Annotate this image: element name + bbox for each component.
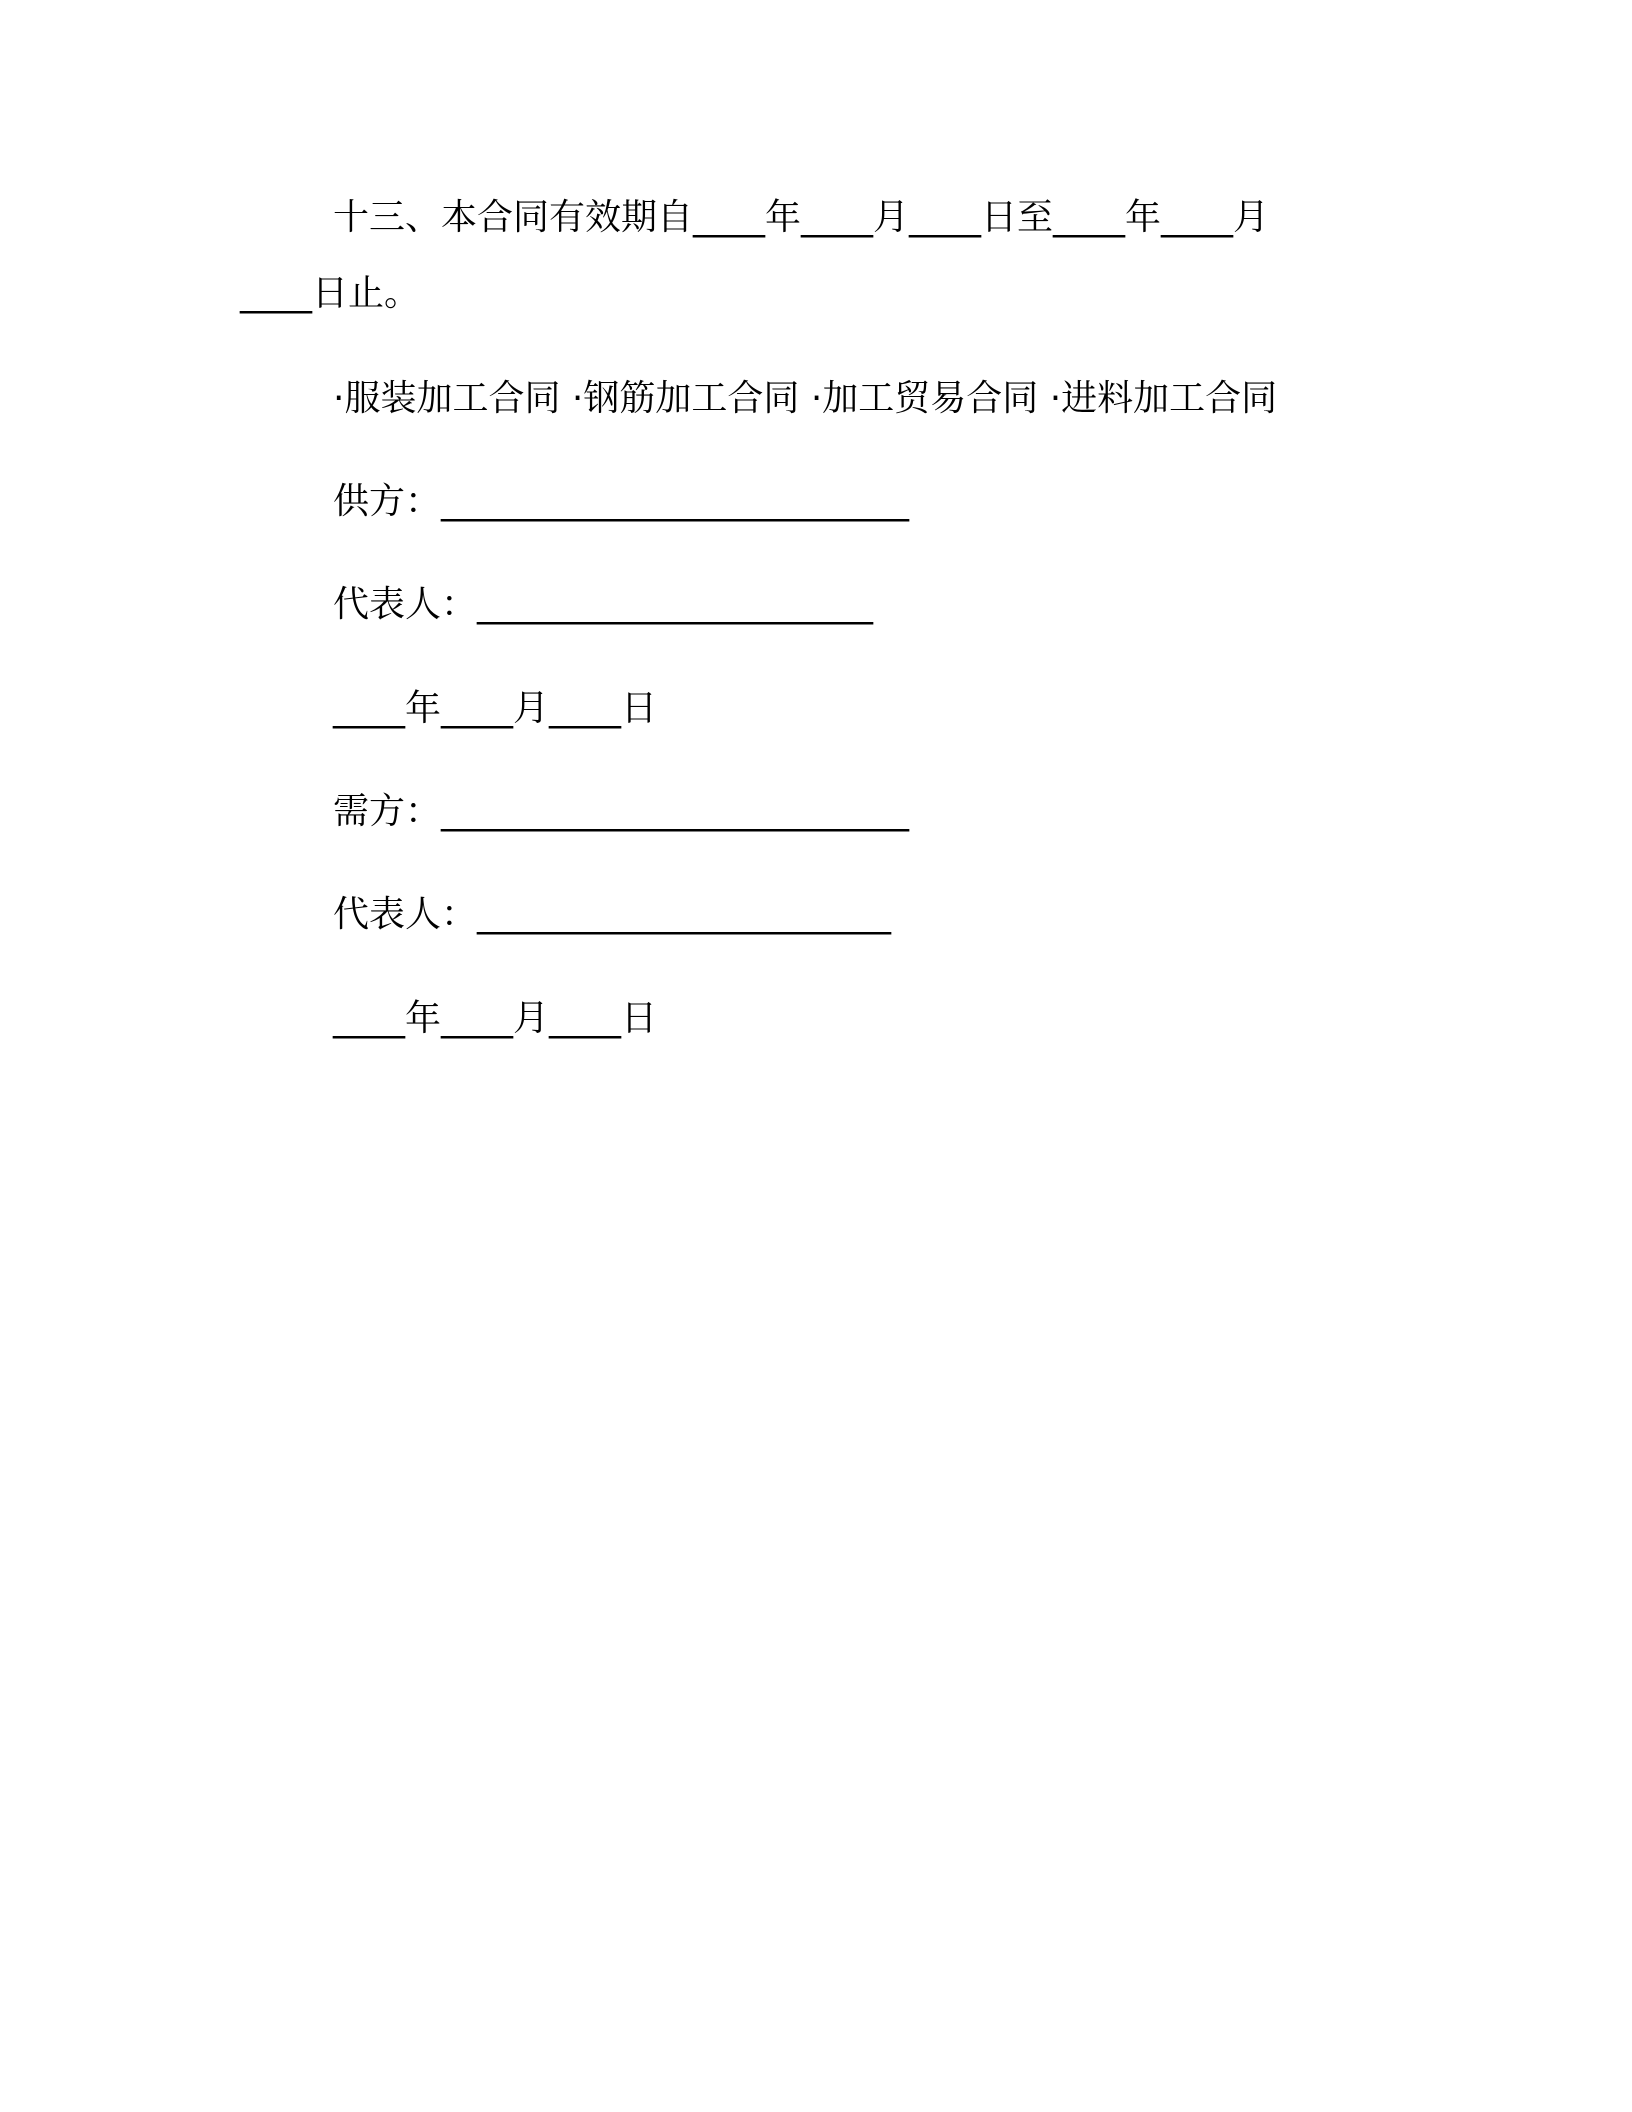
demander-signature-line: 需方：__________________________: [333, 791, 910, 832]
related-contract-links: [333, 377, 1277, 421]
clause-13-validity-line-1: 十三、本合同有效期自____年____月____日至____年____月: [333, 197, 1270, 238]
link-garment-processing-contract[interactable]: ·服装加工合同: [333, 378, 561, 419]
clause-13-validity-line-2: ____日止。: [240, 273, 421, 314]
link-processing-trade-contract[interactable]: ·加工贸易合同: [810, 378, 1039, 419]
link-rebar-processing-contract[interactable]: ·钢筋加工合同: [571, 378, 800, 419]
supplier-representative-line: 代表人：______________________: [333, 584, 874, 625]
demander-representative-line: 代表人：_______________________: [333, 894, 892, 935]
supplier-signature-line: 供方：__________________________: [333, 481, 910, 522]
link-material-processing-contract[interactable]: ·进料加工合同: [1049, 378, 1278, 419]
supplier-date-line: ____年____月____日: [333, 688, 658, 729]
demander-date-line: ____年____月____日: [333, 998, 658, 1039]
